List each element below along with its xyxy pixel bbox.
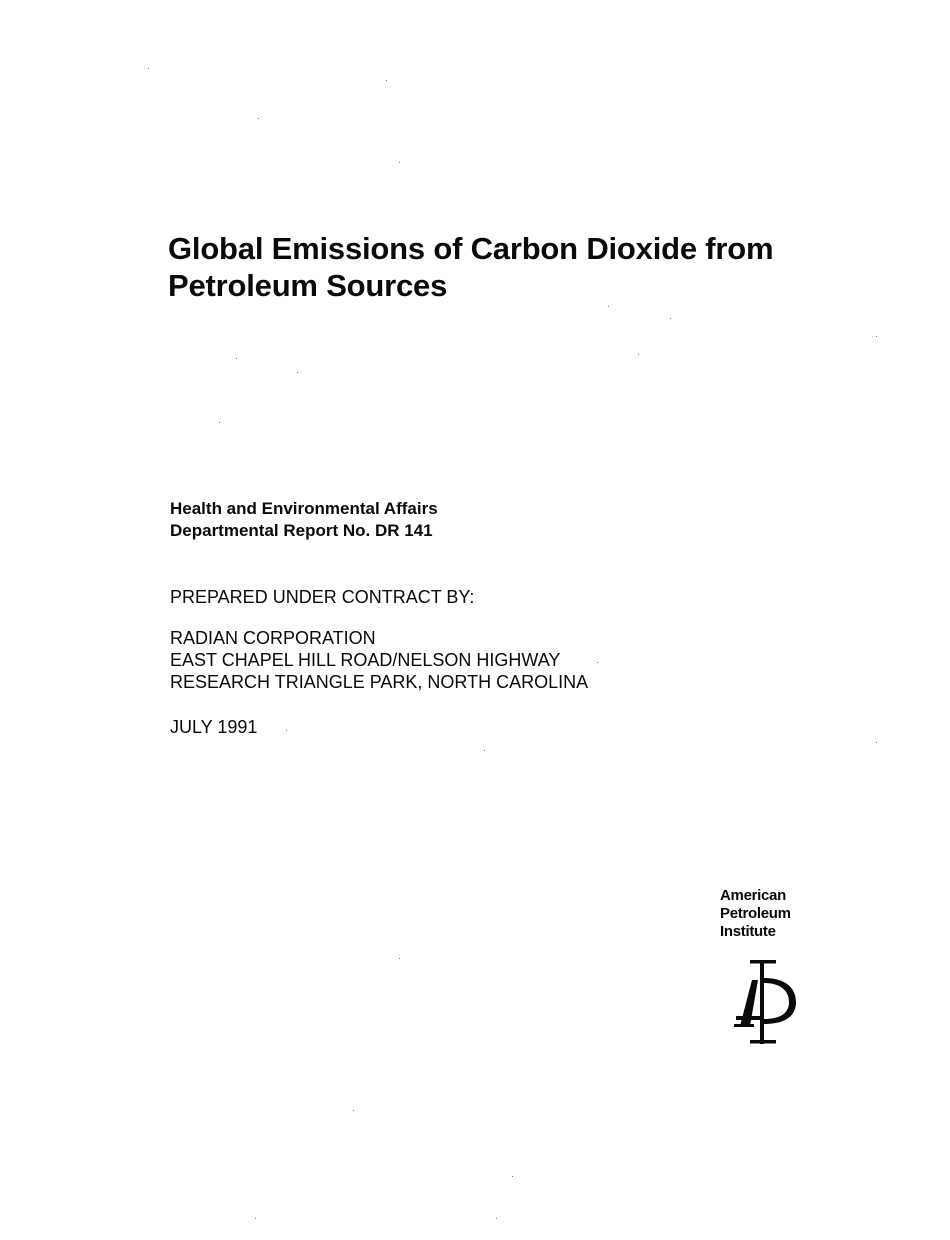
scan-speck (876, 336, 877, 337)
report-number: Departmental Report No. DR 141 (170, 521, 433, 540)
api-monogram-logo-icon (728, 958, 798, 1048)
scan-speck (496, 1218, 497, 1219)
scan-speck (236, 358, 237, 359)
contractor-name: RADIAN CORPORATION (170, 628, 376, 648)
scan-speck (255, 1218, 256, 1219)
scan-speck (670, 318, 671, 319)
scan-speck (148, 68, 149, 69)
contractor-address (170, 627, 588, 693)
scan-speck (638, 354, 639, 355)
scan-speck (386, 80, 387, 81)
scan-speck (512, 1176, 513, 1177)
prepared-by-label: PREPARED UNDER CONTRACT BY: (170, 587, 475, 607)
publisher-name-line-2: Petroleum (720, 905, 791, 922)
contractor-street: EAST CHAPEL HILL ROAD/NELSON HIGHWAY (170, 650, 561, 670)
report-title-line-2: Petroleum Sources (168, 268, 448, 303)
scan-speck (286, 730, 287, 731)
contractor-city: RESEARCH TRIANGLE PARK, NORTH CAROLINA (170, 672, 589, 692)
report-title-line-1: Global Emissions of Carbon Dioxide from (168, 231, 774, 266)
scan-speck (353, 1110, 354, 1111)
scan-speck (399, 162, 400, 163)
publisher-name-line-3: Institute (720, 923, 776, 940)
report-title (168, 230, 868, 304)
department-info (170, 498, 438, 542)
scan-speck (484, 750, 485, 751)
scan-speck (608, 306, 609, 307)
report-date: JULY 1991 (170, 717, 258, 737)
scan-speck (258, 118, 259, 119)
scan-speck (597, 662, 598, 663)
scan-speck (399, 958, 400, 959)
scan-speck (219, 422, 220, 423)
scan-speck (297, 372, 298, 373)
publisher-name (720, 887, 791, 941)
publisher-name-line-1: American (720, 887, 786, 904)
scan-speck (876, 742, 877, 743)
department-name: Health and Environmental Affairs (170, 499, 438, 518)
